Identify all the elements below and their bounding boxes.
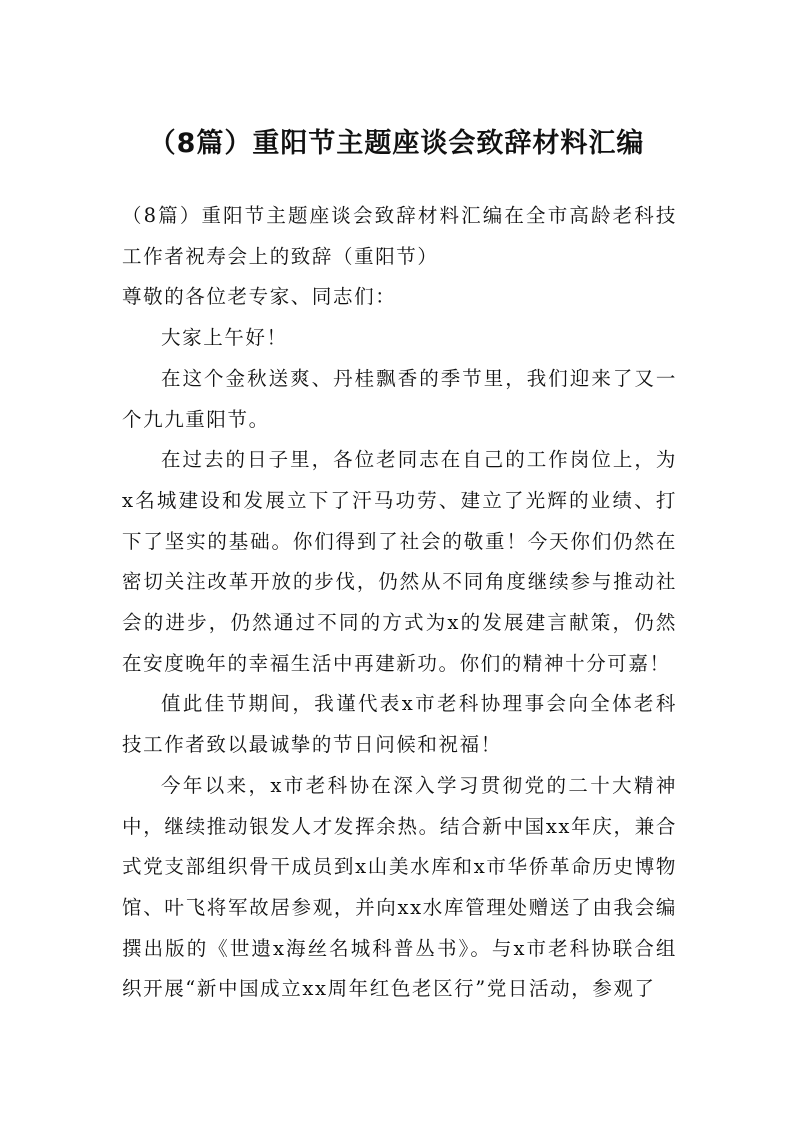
paragraph-season: 在这个金秋送爽、丹桂飘香的季节里，我们迎来了又一个九九重阳节。 bbox=[122, 366, 677, 431]
paragraph-contribution: 在过去的日子里，各位老同志在自己的工作岗位上，为x名城建设和发展立下了汗马功劳、建立了光辉的业绩、打下了坚实的基础。你们得到了社会的敬重！今天你们仍然在密切关注改革开放的步伐，仍然从不同角度继续参与推动社会的进步，仍然通过不同的方式为x的发展建言献策，仍然在安度晚年的幸福生活中再建新功。你们的精神十分可嘉！ bbox=[122, 448, 677, 675]
paragraph-activities: 今年以来，x市老科协在深入学习贯彻党的二十大精神中，继续推动银发人才发挥余热。结合新中国xx年庆，兼合式党支部组织骨干成员到x山美水库和x市华侨革命历史博物馆、叶飞将军故居参观，并向xx水库管理处赠送了由我会编撰出版的《世遗x海丝名城科普丛书》。与x市老科协联合组织开展“新中国成立xx周年红色老区行”党日活动，参观了 bbox=[122, 773, 677, 1001]
paragraph-greeting: 大家上午好！ bbox=[161, 326, 288, 350]
document-body bbox=[122, 196, 677, 1010]
paragraph-salutation: 尊敬的各位老专家、同志们： bbox=[122, 285, 397, 309]
paragraph-greetings-wishes: 值此佳节期间，我谨代表x市老科协理事会向全体老科技工作者致以最诚挚的节日问候和祝福！ bbox=[122, 692, 677, 757]
paragraph-intro: （8篇）重阳节主题座谈会致辞材料汇编在全市高龄老科技工作者祝寿会上的致辞（重阳节） bbox=[122, 204, 677, 268]
document-title: （8篇）重阳节主题座谈会致辞材料汇编 bbox=[148, 128, 645, 159]
